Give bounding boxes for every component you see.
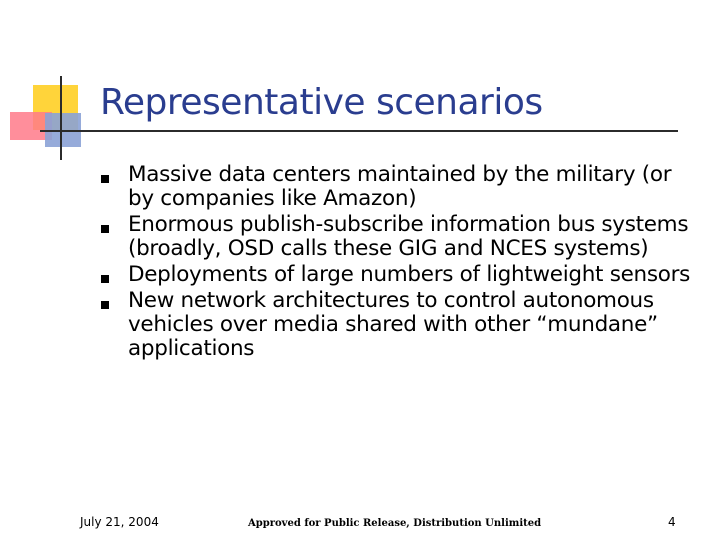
bullet-item xyxy=(98,263,698,287)
footer-release-notice: Approved for Public Release, Distribution Unlimited xyxy=(248,518,542,529)
bullet-square-icon xyxy=(101,275,109,283)
bullet-item xyxy=(98,289,698,361)
bullet-square-icon xyxy=(101,301,109,309)
bullet-list xyxy=(98,163,698,363)
bullet-square-icon xyxy=(101,225,109,233)
bullet-text: Massive data centers maintained by the military (or by companies like Amazon) xyxy=(128,162,672,211)
bullet-text: New network architectures to control autonomous vehicles over media shared with other “mundane” applications xyxy=(128,288,658,361)
footer-date: July 21, 2004 xyxy=(80,515,159,529)
logo-vertical-line xyxy=(60,76,62,160)
bullet-text: Deployments of large numbers of lightweight sensors xyxy=(128,262,691,287)
title-divider xyxy=(40,130,678,132)
logo-squares-icon xyxy=(0,0,110,170)
bullet-text: Enormous publish-subscribe information bus systems (broadly, OSD calls these GIG and NCES systems) xyxy=(128,212,689,261)
slide-title: Representative scenarios xyxy=(100,82,543,123)
bullet-square-icon xyxy=(101,175,109,183)
bullet-item xyxy=(98,163,698,211)
page-number: 4 xyxy=(668,515,676,529)
bullet-item xyxy=(98,213,698,261)
